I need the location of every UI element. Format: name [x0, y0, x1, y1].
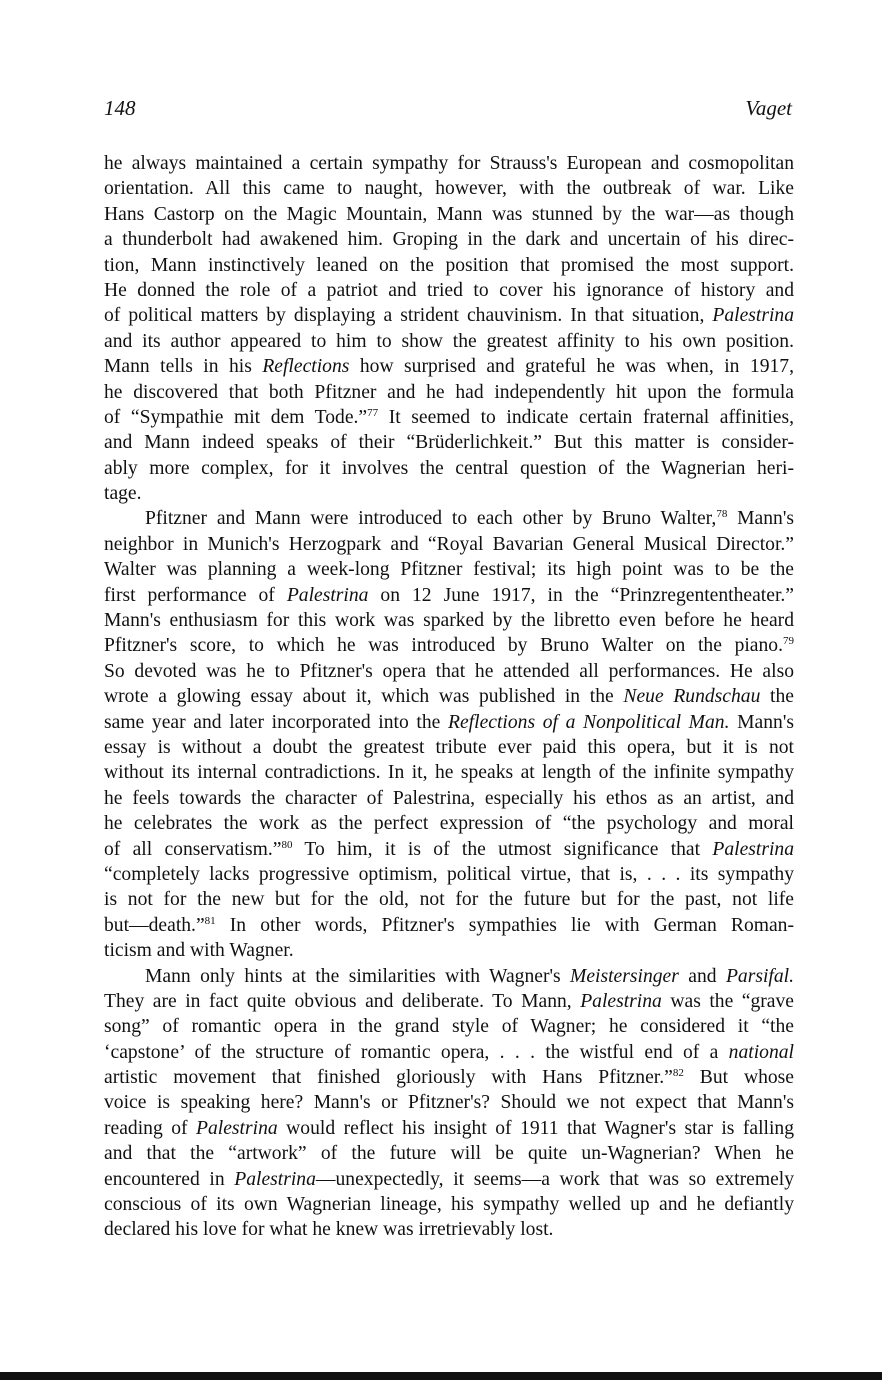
- text-line: ticism and with Wagner.: [104, 940, 294, 962]
- text-line: same year and later incorporated into the Reflections of a Nonpolitical Man. Mann's: [104, 711, 794, 733]
- text-line: artistic movement that finished gloriously with Hans Pfitzner.”$^{82}$ But whose: [104, 1067, 795, 1089]
- text-line: of “Sympathie mit dem Tode.”$^{77}$ It seemed to indicate certain fraternal affinities,: [104, 406, 794, 428]
- text-line: Mann tells in his Reflections how surprised and grateful he was when, in 1917,: [104, 356, 794, 378]
- text-line: he celebrates the work as the perfect expression of “the psychology and moral: [104, 813, 794, 835]
- text-line: orientation. All this came to naught, however, with the outbreak of war. Like: [104, 178, 794, 200]
- text-line: but—death.”$^{81}$ In other words, Pfitzner's sympathies lie with German Roman-: [104, 914, 794, 936]
- text-line: Mann only hints at the similarities with Wagner's Meistersinger and Parsifal.: [145, 965, 794, 987]
- text-line: wrote a glowing essay about it, which was published in the Neue Rundschau the: [104, 686, 794, 708]
- text-line: tion, Mann instinctively leaned on the position that promised the most support.: [104, 254, 794, 276]
- text-line: he always maintained a certain sympathy for Strauss's European and cosmopolitan: [104, 153, 794, 174]
- text-line: So devoted was he to Pfitzner's opera that he attended all performances. He also: [104, 660, 794, 682]
- body-text: [104, 151, 794, 1243]
- text-line: and Mann indeed speaks of their “Brüderlichkeit.” But this matter is consider-: [104, 432, 794, 454]
- footnote-ref: 77: [367, 406, 379, 419]
- footnote-ref: 81: [204, 914, 216, 927]
- paragraph-1: [104, 151, 794, 506]
- text-line: reading of Palestrina would reflect his insight of 1911 that Wagner's star is falling: [104, 1117, 795, 1139]
- paragraph-3: [104, 964, 794, 1243]
- text-line: and its author appeared to him to show the greatest affinity to his own position.: [104, 330, 794, 352]
- text-line: neighbor in Munich's Herzogpark and “Royal Bavarian General Musical Director.”: [104, 533, 794, 555]
- text-line: ‘capstone’ of the structure of romantic opera, . . . the wistful end of a national: [104, 1041, 794, 1063]
- running-head: Vaget: [745, 96, 792, 120]
- text-line: he discovered that both Pfitzner and he had independently hit upon the formula: [104, 381, 794, 403]
- text-line: conscious of its own Wagnerian lineage, his sympathy welled up and he defiantly: [104, 1194, 794, 1216]
- text-line: of all conservatism.”$^{80}$ To him, it is of the utmost significance that Palestrina: [104, 838, 794, 860]
- footnote-ref: 78: [716, 508, 728, 521]
- text-line: of political matters by displaying a strident chauvinism. In that situation, Palestrina: [104, 305, 794, 327]
- paragraph-2: [104, 506, 794, 963]
- text-line: He donned the role of a patriot and tried to cover his ignorance of history and: [104, 279, 794, 301]
- text-line: Pfitzner's score, to which he was introduced by Bruno Walter on the piano.$^{79}$: [104, 635, 794, 657]
- text-line: a thunderbolt had awakened him. Groping in the dark and uncertain of his direc-: [104, 229, 794, 251]
- text-line: encountered in Palestrina—unexpectedly, it seems—a work that was so extremely: [104, 1168, 795, 1190]
- text-line: declared his love for what he knew was irretrievably lost.: [104, 1219, 554, 1241]
- text-line: essay is without a doubt the greatest tribute ever paid this opera, but it is not: [104, 736, 794, 758]
- text-line: song” of romantic opera in the grand style of Wagner; he considered it “the: [104, 1016, 794, 1038]
- text-line: tage.: [104, 483, 142, 505]
- text-line: voice is speaking here? Mann's or Pfitzner's? Should we not expect that Mann's: [104, 1092, 794, 1114]
- text-line: and that the “artwork” of the future will be quite un-Wagnerian? When he: [104, 1143, 794, 1165]
- text-line: Mann's enthusiasm for this work was sparked by the libretto even before he heard: [104, 610, 794, 632]
- scan-bottom-edge: [0, 1372, 882, 1380]
- text-line: “completely lacks progressive optimism, political virtue, that is, . . . its sympathy: [104, 863, 794, 885]
- footnote-ref: 80: [281, 838, 293, 851]
- page-header: [104, 96, 792, 126]
- text-line: he feels towards the character of Palestrina, especially his ethos as an artist, and: [104, 787, 794, 809]
- text-line: is not for the new but for the old, not for the future but for the past, not life: [104, 889, 794, 911]
- text-line: ably more complex, for it involves the central question of the Wagnerian heri-: [104, 457, 794, 479]
- text-line: Hans Castorp on the Magic Mountain, Mann was stunned by the war—as though: [104, 203, 794, 225]
- text-line: without its internal contradictions. In it, he speaks at length of the infinite sympathy: [104, 762, 794, 784]
- footnote-ref: 82: [672, 1067, 684, 1080]
- text-line: Walter was planning a week-long Pfitzner festival; its high point was to be the: [104, 559, 794, 581]
- page-number: 148: [104, 96, 136, 120]
- text-line: Pfitzner and Mann were introduced to each other by Bruno Walter,$^{78}$ Mann's: [145, 508, 794, 530]
- footnote-ref: 79: [783, 635, 794, 648]
- text-line: They are in fact quite obvious and deliberate. To Mann, Palestrina was the “grave: [104, 990, 794, 1012]
- text-line: first performance of Palestrina on 12 June 1917, in the “Prinzregententheater.”: [104, 584, 794, 606]
